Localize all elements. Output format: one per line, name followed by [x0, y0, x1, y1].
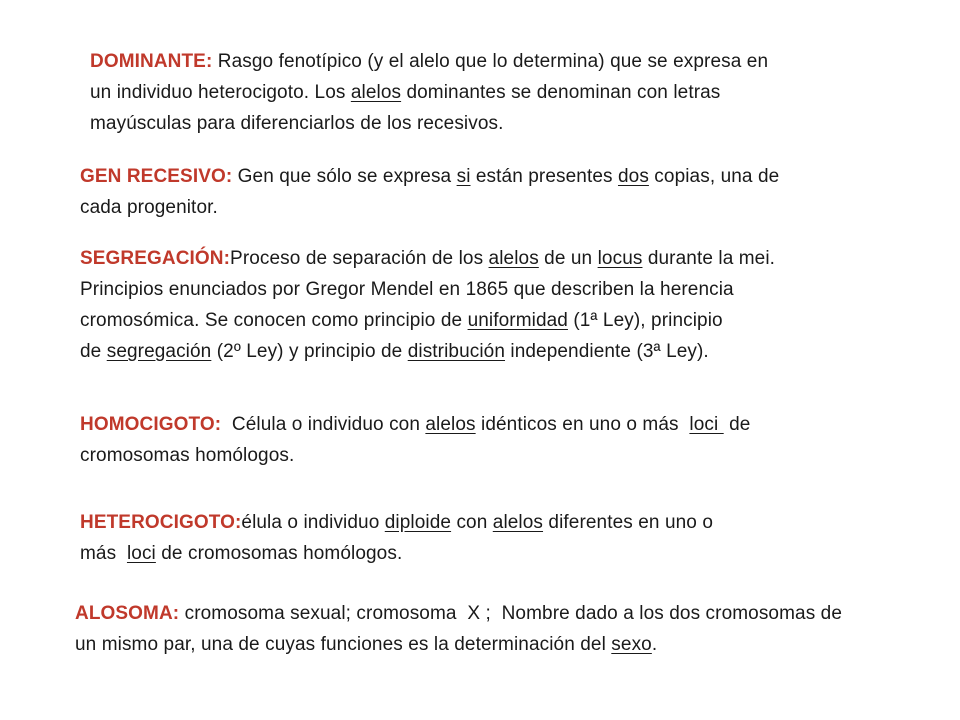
term-label: GEN RECESIVO:	[80, 166, 233, 187]
underlined-term: dos	[617, 166, 649, 187]
text-segment: cromosoma sexual; cromosoma X ; Nombre dado a los dos cromosomas de	[179, 603, 843, 624]
definition-line	[90, 108, 768, 139]
term-label: ALOSOMA:	[75, 603, 180, 624]
text-segment: idénticos en uno o más	[475, 414, 690, 435]
underlined-term: loci	[689, 414, 724, 435]
text-segment: más	[80, 543, 127, 564]
text-segment: dominantes se denominan con letras	[401, 82, 721, 103]
text-segment: copias, una de	[648, 166, 780, 187]
text-segment: Principios enunciados por Gregor Mendel en 1865 que describen la herencia	[80, 279, 734, 300]
underlined-term: alelos	[492, 512, 544, 533]
definition-line	[80, 538, 713, 569]
definition-alosoma	[75, 598, 842, 660]
definition-line	[80, 440, 750, 471]
text-segment: con	[451, 512, 493, 533]
text-segment: cromosomas homólogos.	[80, 445, 295, 466]
definition-gen-recesivo	[80, 161, 779, 223]
underlined-term: segregación	[106, 341, 212, 362]
definition-homocigoto	[80, 409, 750, 471]
underlined-term: locus	[597, 248, 643, 269]
text-segment: (1ª Ley), principio	[567, 310, 723, 331]
text-segment: Rasgo fenotípico (y el alelo que lo determina) que se expresa en	[212, 51, 769, 72]
definition-segregacion	[80, 243, 775, 367]
definition-line	[80, 409, 750, 440]
text-segment: cada progenitor.	[80, 197, 218, 218]
text-segment: de	[723, 414, 751, 435]
text-segment: independiente (3ª Ley).	[505, 341, 709, 362]
text-segment: durante la mei.	[642, 248, 776, 269]
underlined-term: diploide	[384, 512, 452, 533]
underlined-term: alelos	[425, 414, 476, 435]
definition-line	[80, 507, 713, 538]
text-segment: Célula o individuo con	[221, 414, 426, 435]
definition-line	[75, 598, 842, 629]
definition-line	[80, 161, 779, 192]
text-segment: diferentes en uno o	[543, 512, 713, 533]
term-label: HOMOCIGOTO:	[80, 414, 222, 435]
underlined-term: alelos	[350, 82, 402, 103]
underlined-term: si	[456, 166, 471, 187]
text-segment: un individuo heterocigoto. Los	[90, 82, 351, 103]
text-segment: están presentes	[470, 166, 618, 187]
underlined-term: distribución	[407, 341, 506, 362]
underlined-term: sexo	[611, 634, 652, 655]
text-segment: un mismo par, una de cuyas funciones es la determinación del	[75, 634, 612, 655]
definition-line	[80, 192, 779, 223]
underlined-term: alelos	[488, 248, 539, 269]
underlined-term: uniformidad	[467, 310, 568, 331]
definition-line	[80, 336, 775, 367]
definition-line	[80, 305, 775, 336]
definition-line	[80, 274, 775, 305]
term-label: SEGREGACIÓN:	[80, 248, 231, 269]
text-segment: de cromosomas homólogos.	[155, 543, 403, 564]
text-segment: (2º Ley) y principio de	[211, 341, 408, 362]
definition-line	[90, 77, 768, 108]
term-label: HETEROCIGOTO:	[80, 512, 242, 533]
definition-line	[80, 243, 775, 274]
underlined-term: loci	[126, 543, 156, 564]
text-segment: cromosómica. Se conocen como principio de	[80, 310, 468, 331]
text-segment: de	[80, 341, 107, 362]
definition-heterocigoto	[80, 507, 713, 569]
text-segment: élula o individuo	[241, 512, 385, 533]
text-segment: Gen que sólo se expresa	[232, 166, 457, 187]
text-segment: mayúsculas para diferenciarlos de los recesivos.	[90, 113, 504, 134]
term-label: DOMINANTE:	[90, 51, 213, 72]
definition-dominante	[90, 46, 768, 139]
text-segment: Proceso de separación de los	[230, 248, 489, 269]
definition-line	[75, 629, 842, 660]
text-segment: .	[651, 634, 658, 655]
text-segment: de un	[538, 248, 598, 269]
definition-line	[90, 46, 768, 77]
